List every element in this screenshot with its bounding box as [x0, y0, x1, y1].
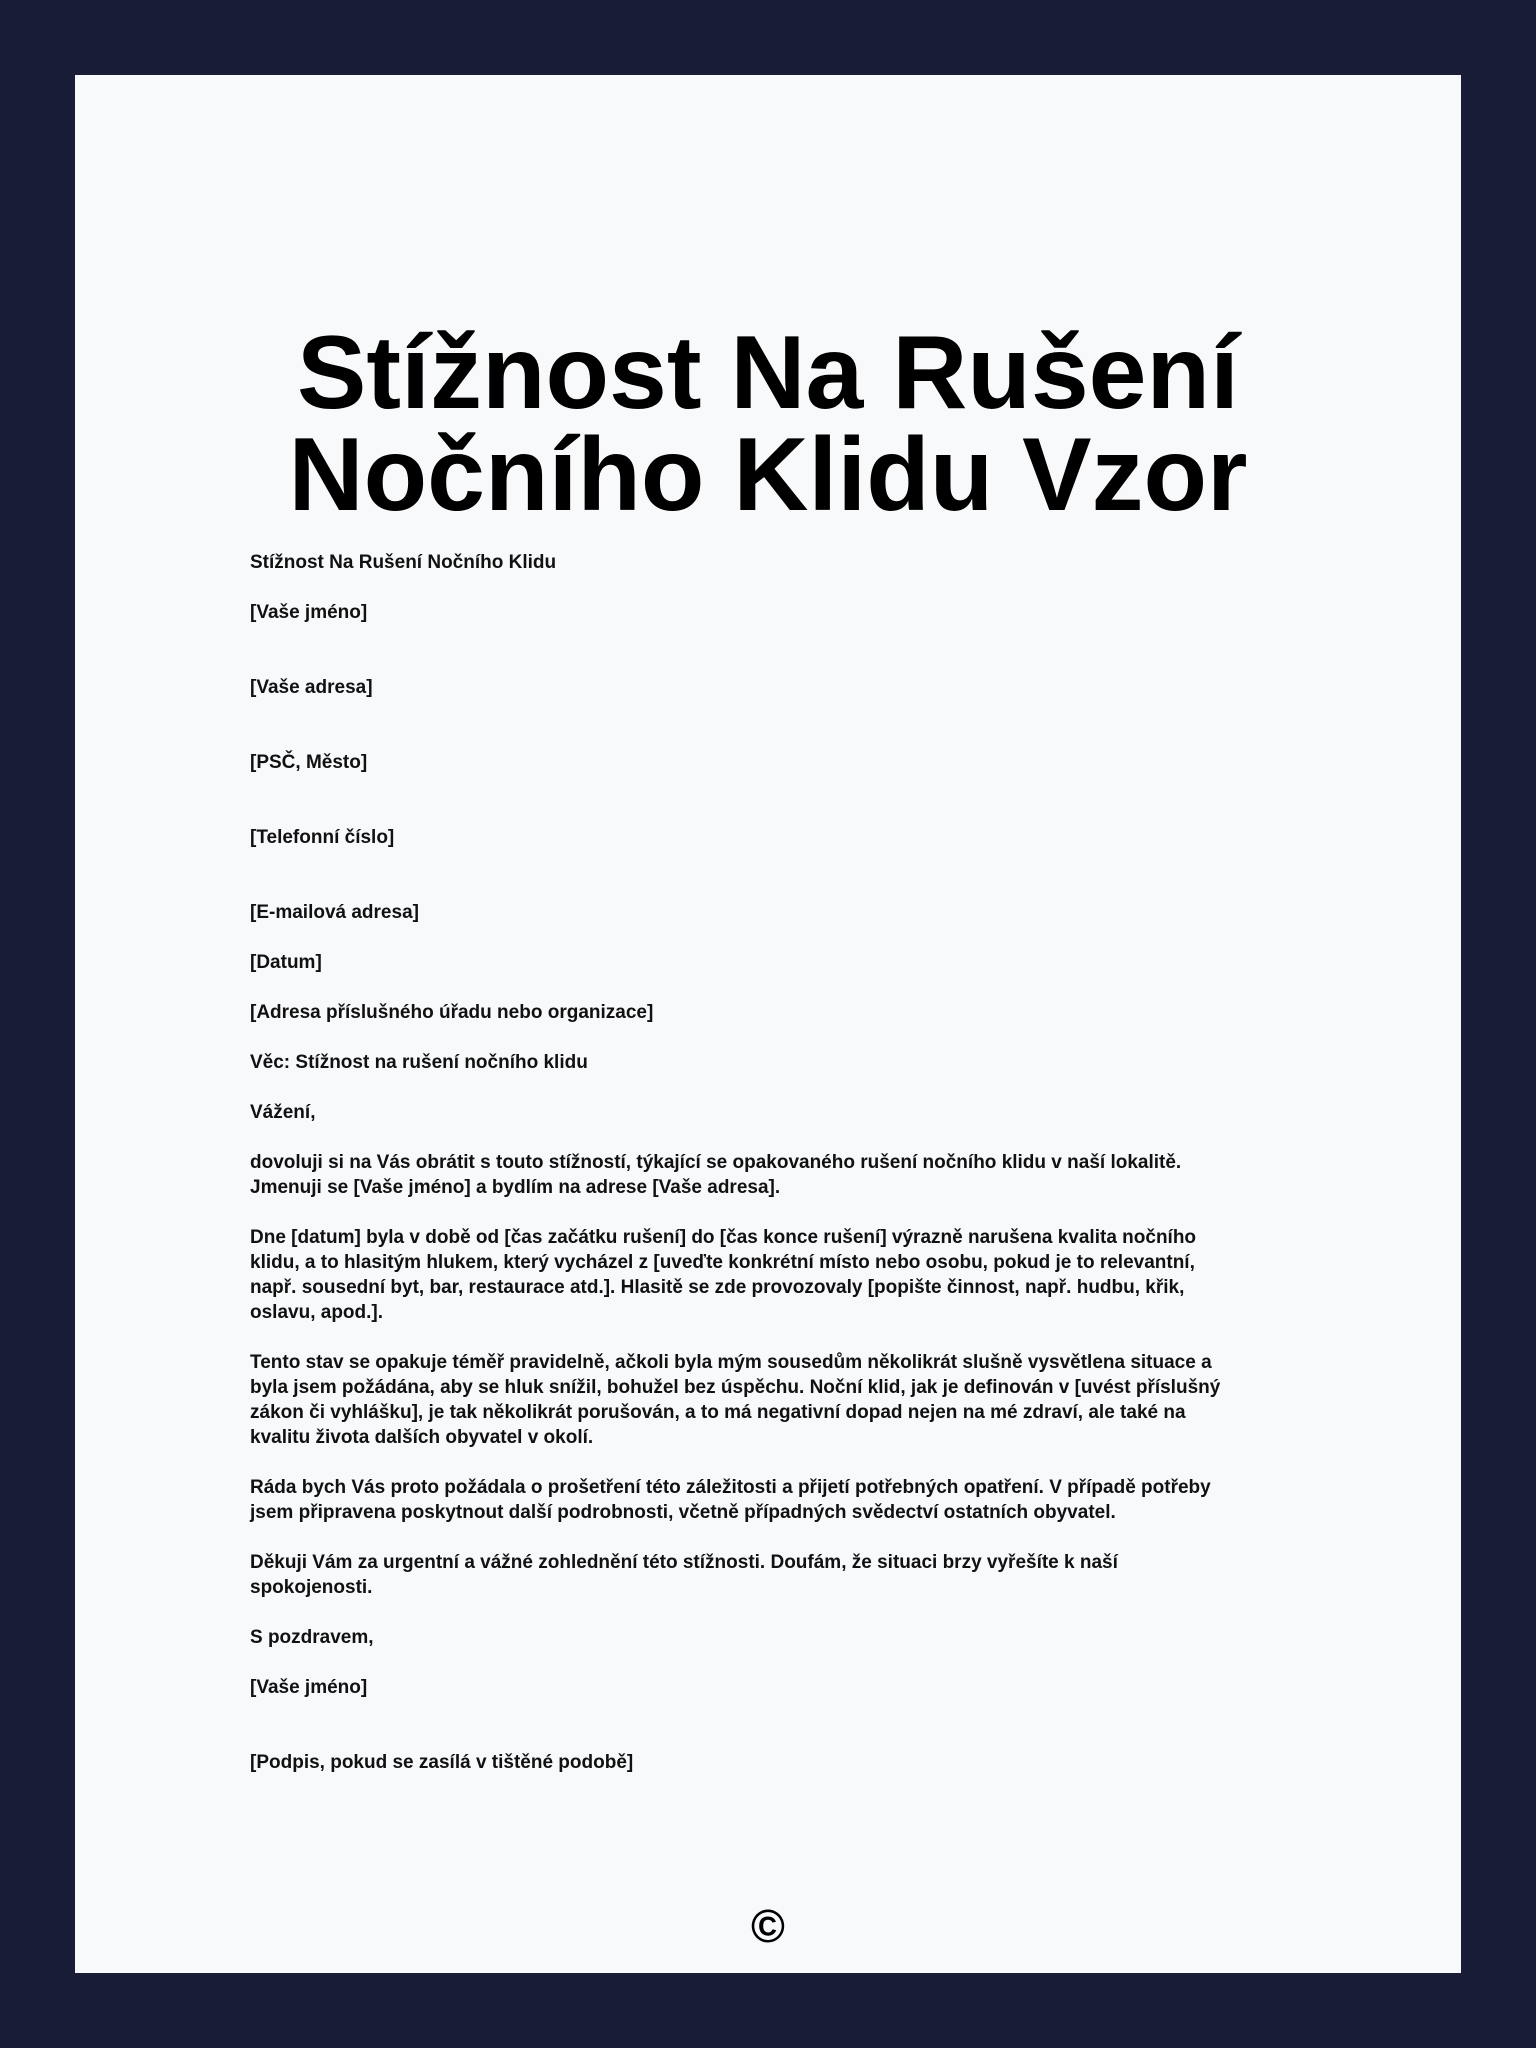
letter-body [250, 550, 1370, 1800]
sender-city: [PSČ, Město] [250, 752, 368, 773]
document-page [75, 75, 1461, 1973]
signature-note: [Podpis, pokud se zasílá v tištěné podobě] [250, 1752, 634, 1773]
letter-paragraph: Tento stav se opakuje téměř pravidelně, ačkoli byla mým sousedům několikrát slušně vysvětlena situace a byla jsem požádána, aby se hluk snížil, bohužel bez úspěchu. Noční klid, jak je definován v [uvést příslušný zákon či vyhlášku], je tak několikrát porušován, a to má negativní dopad nejen na mé zdraví, ale také na kvalitu života dalších obyvatel v okolí. [250, 1352, 1221, 1448]
signature-name: [Vaše jméno] [250, 1677, 368, 1698]
sender-address: [Vaše adresa] [250, 677, 373, 698]
sender-email: [E-mailová adresa] [250, 902, 419, 923]
letter-closing: S pozdravem, [250, 1627, 374, 1648]
document-title: Stížnost Na Rušení Nočního Klidu Vzor [288, 315, 1248, 533]
sender-phone: [Telefonní číslo] [250, 827, 395, 848]
letter-paragraph: Dne [datum] byla v době od [čas začátku rušení] do [čas konce rušení] výrazně narušena kvalita nočního klidu, a to hlasitým hlukem, který vycházel z [uveďte konkrétní místo nebo osobu, pokud je to relevantní, např. sousední byt, bar, restaurace atd.]. Hlasitě se zde provozovaly [popište činnost, např. hudbu, křik, oslavu, apod.]. [250, 1227, 1197, 1323]
letter-subject: Věc: Stížnost na rušení nočního klidu [250, 1052, 588, 1073]
copyright-icon: © [751, 1900, 785, 1952]
letter-heading: Stížnost Na Rušení Nočního Klidu [250, 552, 557, 573]
letter-paragraph: dovoluji si na Vás obrátit s touto stížností, týkající se opakovaného rušení nočního klidu v naší lokalitě. Jmenuji se [Vaše jméno] a bydlím na adrese [Vaše adresa]. [250, 1152, 1182, 1198]
sender-name: [Vaše jméno] [250, 602, 368, 623]
letter-paragraph: Děkuji Vám za urgentní a vážné zohlednění této stížnosti. Doufám, že situaci brzy vyřešíte k naší spokojenosti. [250, 1552, 1118, 1598]
letter-paragraph: Ráda bych Vás proto požádala o prošetření této záležitosti a přijetí potřebných opatření. V případě potřeby jsem připravena poskytnout další podrobnosti, včetně případných svědectví ostatních obyvatel. [250, 1477, 1211, 1523]
letter-date: [Datum] [250, 952, 322, 973]
recipient-address: [Adresa příslušného úřadu nebo organizace] [250, 1002, 654, 1023]
letter-greeting: Vážení, [250, 1102, 316, 1123]
